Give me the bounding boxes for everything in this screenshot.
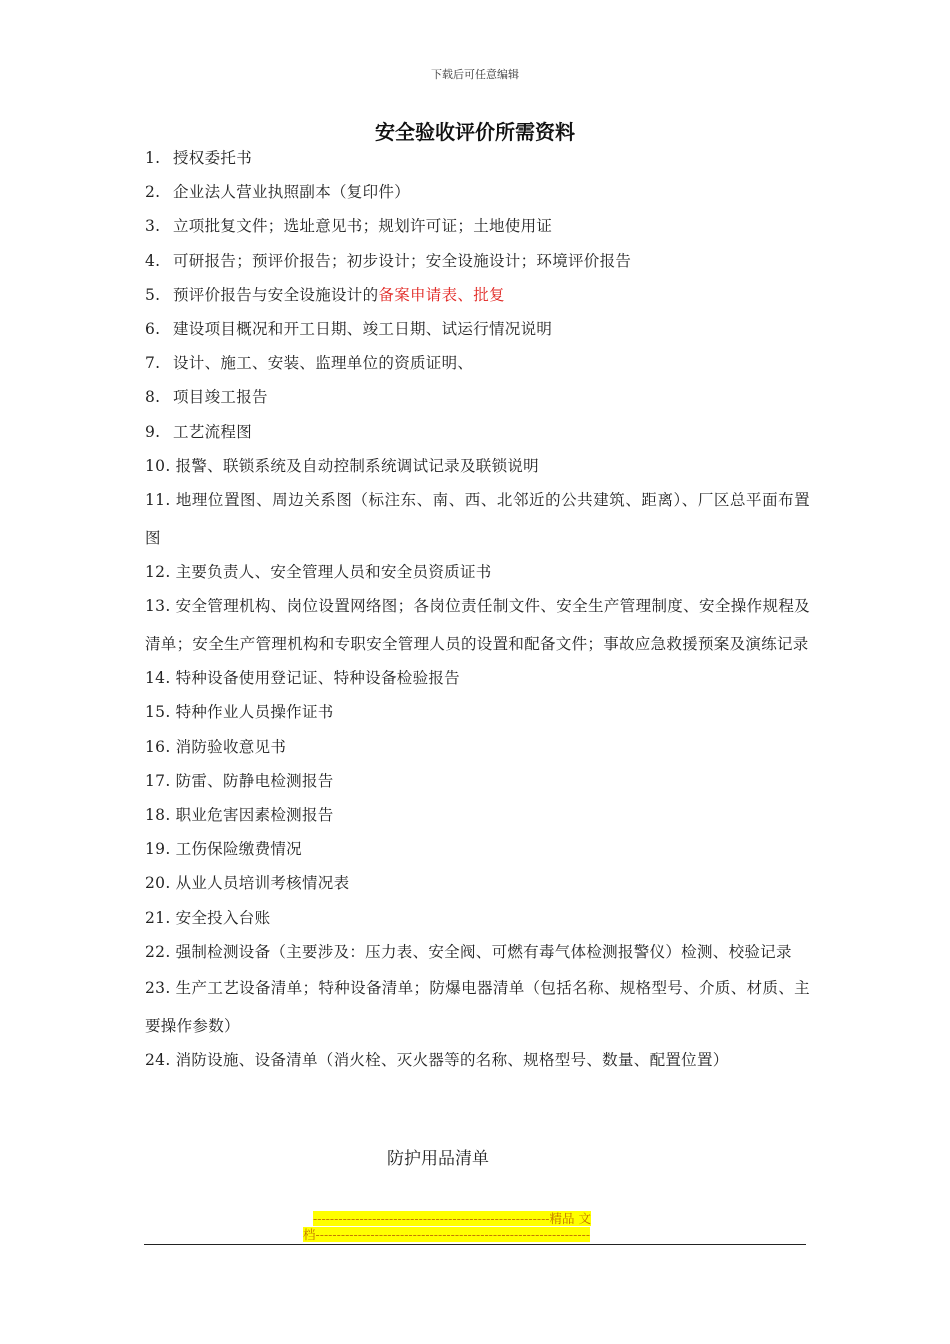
list-item-text: 项目竣工报告 — [173, 388, 268, 407]
list-item-text: 职业危害因素检测报告 — [175, 806, 334, 825]
list-item — [145, 901, 810, 935]
list-item-text: 安全投入台账 — [175, 908, 271, 927]
list-item-text: 特种作业人员操作证书 — [175, 703, 334, 722]
list-item-number: 4. — [145, 251, 161, 270]
list-item — [145, 278, 810, 312]
list-item — [145, 141, 810, 175]
list-item-text: 特种设备使用登记证、特种设备检验报告 — [175, 669, 460, 688]
list-item-number: 17. — [145, 771, 171, 790]
list-item — [145, 244, 810, 278]
list-item — [145, 764, 810, 798]
list-item-number: 24. — [145, 1050, 171, 1069]
list-item-number: 19. — [145, 840, 171, 859]
list-item-text: 企业法人营业执照副本（复印件） — [173, 183, 411, 202]
list-item-text: 生产工艺设备清单；特种设备清单；防爆电器清单（包括名称、规格型号、介质、材质、主要操作参数） — [145, 978, 810, 1035]
list-item-text: 可研报告；预评价报告；初步设计；安全设施设计；环境评价报告 — [173, 251, 632, 270]
list-item — [145, 866, 810, 900]
list-item — [145, 832, 810, 866]
list-item-highlight: 备案申请表、批复 — [378, 285, 505, 304]
footer-line-1: --------------------------------------------------------精品 文 — [313, 1211, 591, 1226]
list-item-text: 建设项目概况和开工日期、竣工日期、试运行情况说明 — [173, 320, 553, 339]
list-item-text: 工艺流程图 — [173, 422, 253, 441]
list-item — [145, 587, 810, 663]
list-item-number: 18. — [145, 806, 171, 825]
list-item-number: 16. — [145, 737, 171, 756]
list-item-text: 报警、联锁系统及自动控制系统调试记录及联锁说明 — [175, 456, 539, 475]
list-item — [145, 969, 810, 1045]
header-note: 下载后可任意编辑 — [431, 68, 519, 81]
list-item-text: 消防验收意见书 — [175, 737, 287, 756]
document-title: 安全验收评价所需资料 — [375, 120, 575, 144]
list-item-number: 9. — [145, 422, 161, 441]
list-item-text: 从业人员培训考核情况表 — [175, 874, 350, 893]
list-item-number: 7. — [145, 354, 161, 373]
list-item-number: 12. — [145, 563, 171, 582]
list-item-number: 10. — [145, 456, 171, 475]
list-item — [145, 730, 810, 764]
list-item-number: 20. — [145, 874, 171, 893]
list-item — [145, 555, 810, 589]
list-item-text: 防雷、防静电检测报告 — [175, 771, 334, 790]
list-item-text: 工伤保险缴费情况 — [175, 840, 302, 859]
list-item — [145, 1043, 810, 1077]
list-item-number: 22. — [145, 942, 171, 961]
list-item-text: 安全管理机构、岗位设置网络图；各岗位责任制文件、安全生产管理制度、安全操作规程及清单；安全生产管理机构和专职安全管理人员的设置和配备文件；事故应急救援预案及演练记录 — [145, 597, 810, 654]
list-item — [145, 380, 810, 414]
bottom-rule — [144, 1244, 806, 1245]
list-item-number: 1. — [145, 149, 161, 167]
list-item-text: 预评价报告与安全设施设计的 — [173, 285, 379, 304]
list-item-text: 立项批复文件；选址意见书；规划许可证；土地使用证 — [173, 217, 553, 236]
list-item-number: 23. — [145, 978, 171, 997]
list-item-number: 8. — [145, 388, 161, 407]
list-item-text: 主要负责人、安全管理人员和安全员资质证书 — [175, 563, 492, 582]
list-item — [145, 798, 810, 832]
list-item — [145, 661, 810, 695]
footer-line-2: 档----------------------------------------------------------------- — [303, 1227, 591, 1242]
list-item — [145, 481, 810, 557]
list-item — [145, 449, 810, 483]
list-item-number: 13. — [145, 597, 171, 616]
list-item-number: 2. — [145, 183, 161, 202]
list-item — [145, 415, 810, 449]
list-item — [145, 312, 810, 346]
list-item-text: 授权委托书 — [173, 149, 253, 167]
list-item-number: 14. — [145, 669, 171, 688]
list-item-number: 6. — [145, 320, 161, 339]
list-item — [145, 209, 810, 243]
footer-watermark — [300, 1211, 650, 1243]
list-item — [145, 933, 810, 971]
requirements-list — [145, 141, 810, 1077]
list-item-number: 15. — [145, 703, 171, 722]
subtitle: 防护用品清单 — [387, 1149, 489, 1169]
list-item-number: 5. — [145, 285, 161, 304]
list-item — [145, 346, 810, 380]
list-item — [145, 695, 810, 729]
list-item-text: 消防设施、设备清单（消火栓、灭火器等的名称、规格型号、数量、配置位置） — [175, 1050, 729, 1069]
list-item — [145, 175, 810, 209]
list-item-text: 设计、施工、安装、监理单位的资质证明、 — [173, 354, 474, 373]
list-item-number: 11. — [145, 491, 171, 510]
list-item-number: 3. — [145, 217, 161, 236]
list-item-number: 21. — [145, 908, 171, 927]
list-item-text: 强制检测设备（主要涉及：压力表、安全阀、可燃有毒气体检测报警仪）检测、校验记录 — [175, 942, 792, 961]
list-item-text: 地理位置图、周边关系图（标注东、南、西、北邻近的公共建筑、距离）、厂区总平面布置图 — [145, 491, 810, 548]
